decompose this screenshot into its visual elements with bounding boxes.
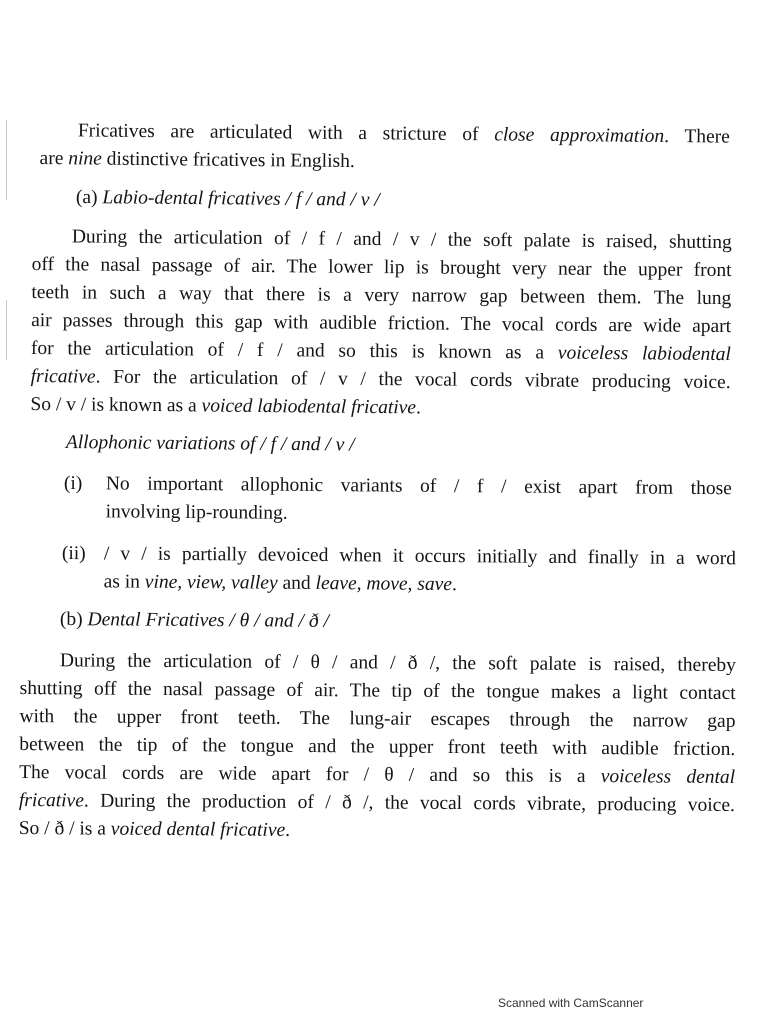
paragraph-line: air passes through this gap with audible friction. The vocal cords are wide apart	[31, 309, 732, 338]
paragraph-term: voiced labiodental fricative	[201, 395, 417, 419]
list-item-ii	[62, 540, 736, 601]
section-a-label: (a)	[75, 186, 103, 209]
paragraph-text: So / v / is known as a	[30, 393, 202, 417]
intro-text: are	[39, 147, 69, 170]
section-a-heading	[76, 184, 380, 215]
list-item-text: No important allophonic variants of / f / exist apart from those	[105, 473, 732, 500]
intro-paragraph	[39, 117, 730, 180]
list-item-line: involving lip-rounding.	[105, 501, 288, 524]
paragraph-term: voiced dental fricative	[110, 818, 286, 841]
intro-term: nine	[68, 148, 102, 170]
list-item-example: leave, move, save	[315, 572, 453, 596]
list-item-number: (ii)	[61, 542, 86, 565]
paragraph-term: fricative	[30, 365, 96, 388]
paragraph-line: teeth in such a way that there is a very narrow gap between them. The lung	[31, 281, 732, 310]
intro-text: Fricatives are articulated with a stricture of	[77, 120, 495, 146]
section-b-title: Dental Fricatives / θ / and / ð /	[87, 609, 329, 632]
scan-edge-artifact	[6, 300, 7, 360]
camscanner-watermark: Scanned with CamScanner	[498, 996, 644, 1010]
section-b-paragraph	[19, 647, 736, 848]
paragraph-text: . For the articulation of / v / the vocal cords vibrate producing voice.	[95, 366, 731, 394]
paragraph-text: The vocal cords are wide apart for / θ / and so this is a	[19, 761, 601, 788]
paragraph-term: voiceless dental	[600, 766, 736, 788]
paragraph-line: with the upper front teeth. The lung-air escapes through the narrow gap	[19, 705, 736, 732]
paragraph-text: So / ð / is a	[18, 817, 111, 840]
paragraph-text: for the articulation of / f / and so this is known as a	[30, 337, 558, 364]
paragraph-line: During the articulation of / f / and / v / the soft palate is raised, shutting	[71, 226, 732, 254]
intro-text: . There	[664, 125, 730, 148]
paragraph-line	[19, 815, 735, 848]
paragraph-line: During the articulation of / θ / and / ð /, the soft palate is raised, thereby	[59, 650, 736, 676]
paragraph-text: . During the production of / ð /, the vocal cords vibrate, producing voice.	[83, 790, 735, 816]
list-item-example: vine, view, valley	[144, 571, 278, 594]
paragraph-line: shutting off the nasal passage of air. The tip of the tongue makes a light contact	[19, 677, 736, 704]
section-b-label: (b)	[59, 608, 88, 631]
list-item-text: .	[451, 574, 457, 596]
section-a-title: Labio-dental fricatives / f / and / v /	[102, 187, 380, 211]
list-item-text: and	[277, 572, 316, 594]
allophonic-heading: Allophonic variations of / f / and / v /	[65, 431, 355, 456]
paragraph-text: .	[415, 397, 421, 419]
list-item-line	[62, 568, 736, 601]
list-item-text: / v / is partially devoiced when it occurs initially and finally in a word	[103, 543, 736, 570]
list-item-number: (i)	[63, 472, 83, 495]
paragraph-line: between the tip of the tongue and the upper front teeth with audible friction.	[19, 733, 736, 760]
section-b-heading	[60, 606, 329, 636]
intro-text: distinctive fricatives in English.	[101, 148, 355, 173]
paragraph-term: fricative	[18, 789, 84, 812]
section-a-paragraph	[30, 223, 732, 425]
list-item-i	[64, 470, 732, 531]
paragraph-line: off the nasal passage of air. The lower lip is brought very near the upper front	[31, 253, 732, 282]
intro-term: close approximation	[494, 124, 665, 147]
list-item-text: as in	[103, 571, 145, 593]
paragraph-term: voiceless labiodental	[557, 342, 731, 366]
scan-edge-artifact	[6, 120, 7, 200]
paragraph-text: .	[285, 819, 291, 841]
